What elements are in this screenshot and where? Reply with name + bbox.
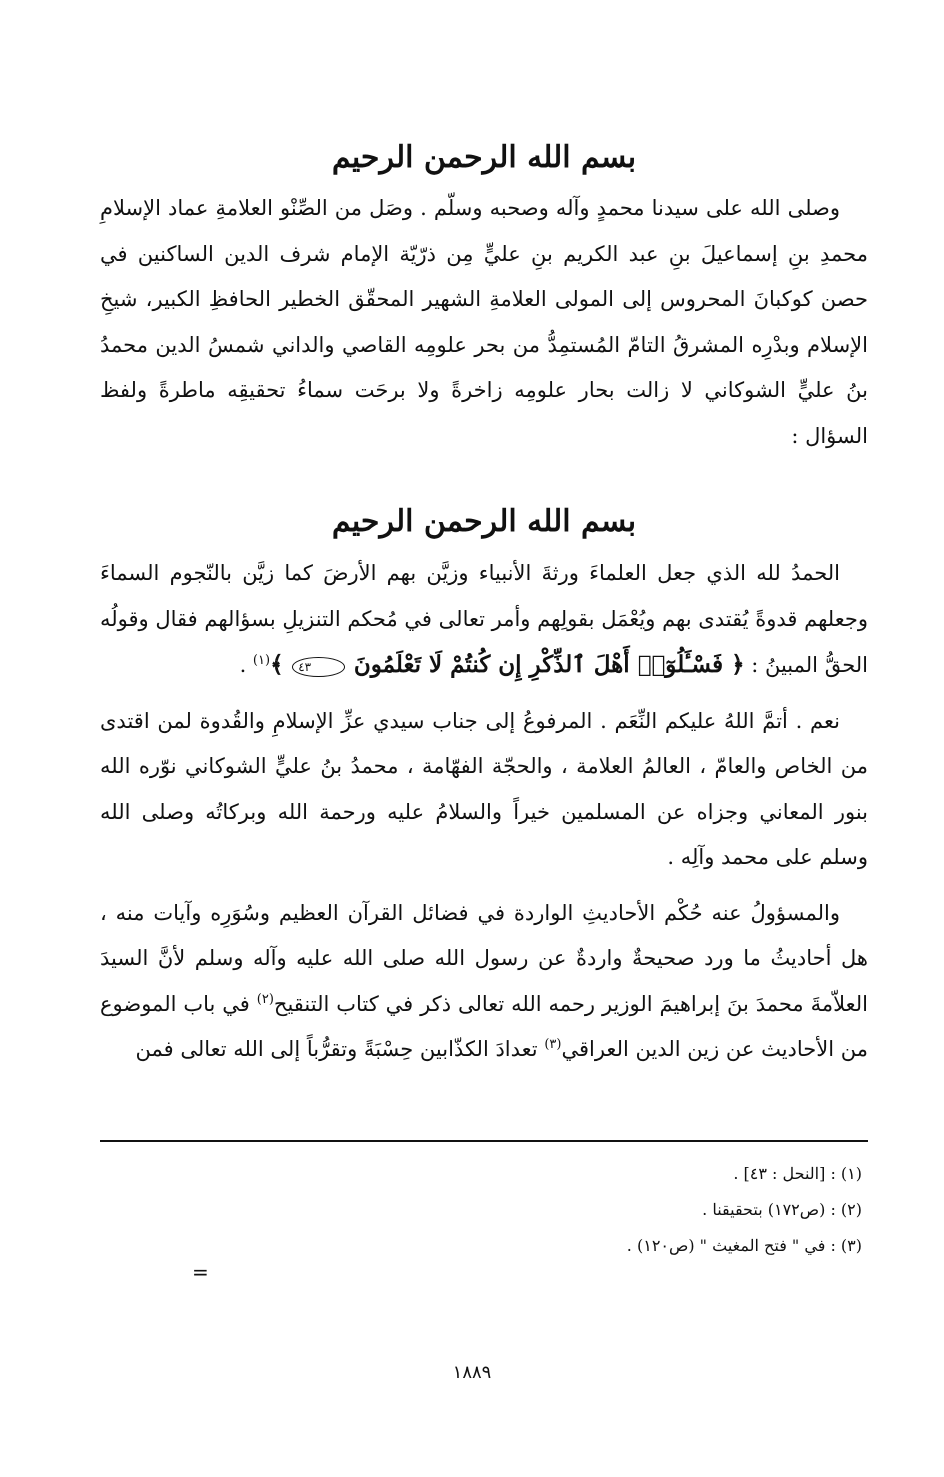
page-number: ١٨٨٩ <box>452 1362 492 1383</box>
footnote-1: (١) : [النحل : ٤٣] . <box>733 1164 862 1183</box>
footnote-ref-2: (٢) <box>256 991 274 1007</box>
question-p3-part-a: والمسؤولُ عنه حُكْم الأحاديثِ الواردة في فضائل القرآن العظيم وسُوَرِه وآيات منه ، هل أحاديثُ ما ورد صحيحةٌ واردةٌ عن رسول الله صلى الله عليه وآله وسلم لأنَّ السيدَ العلاّمةَ محمدَ بنَ إبراهيمَ الوزير رحمه الله تعالى ذكر في كتاب التنقيح <box>100 900 868 1016</box>
quran-close-bracket: ﴾ <box>270 651 284 678</box>
question-paragraph-2: نعم . أتمَّ اللهُ عليكم النِّعَم . المرفوعُ إلى جناب سيدي عزِّ الإسلامِ والقُدوة لمن اقتدى من الخاص والعامّ ، العالمُ العلامة ، والحجّة الفهّامة ، محمدُ بنُ عليٍّ الشوكاني نوّره الله بنور المعاني وجزاه عن المسلمين خيراً والسلامُ عليه ورحمة الله وبركاتُه وصلى الله وسلم على محمد وآلِه . <box>100 708 868 869</box>
question-p1-text: الحمدُ لله الذي جعل العلماءَ ورثةَ الأنبياء وزيَّن بهم الأرضَ كما زيَّن بالنّجوم السماءَ وجعلهم قدوةً يُقتدى بهم ويُعْمَل بقولِهم وأمر تعالى في مُحكم التنزيلِ بسؤالهم فقال وقولُه الحقُّ المبينُ : <box>100 561 868 677</box>
basmala-heading-top: بسم الله الرحمن الرحيم <box>331 140 637 175</box>
question-paragraph-1 <box>100 551 868 689</box>
footnote-separator-rule <box>100 1140 868 1142</box>
intro-paragraph-block <box>100 186 868 459</box>
footnote-3: (٣) : في " فتح المغيث " (ص١٢٠) . <box>626 1236 862 1255</box>
basmala-heading-question: بسم الله الرحمن الرحيم <box>331 504 637 539</box>
question-p3-part-c: تعدادَ الكذّابين حِسْبَةً وتقرُّباً إلى الله تعالى فمن <box>135 1037 545 1061</box>
footnote-ref-3: (٣) <box>544 1037 562 1052</box>
footnotes <box>100 1156 868 1264</box>
continuation-mark: = <box>192 1260 209 1284</box>
question-p3-part-b: في باب الموضوع من الأحاديث عن زين الدين العراقي <box>100 991 868 1061</box>
question-paragraph-3 <box>100 891 868 1073</box>
question-body <box>100 551 868 1073</box>
question-p1-end: . <box>239 653 253 677</box>
ayah-number-mark: ٤٣ <box>292 657 345 677</box>
quran-verse: ﴿ فَسْـَٔلُوٓا۟ أَهْلَ ٱلذِّكْرِ إِن كُنتُمْ لَا تَعْلَمُونَ <box>353 651 745 678</box>
intro-paragraph: وصلى الله على سيدنا محمدٍ وآله وصحبه وسلّم . وصَل من الصِّنْو العلامةِ عماد الإسلامِ محمدِ بنِ إسماعيلَ بنِ عبد الكريم بنِ عليٍّ مِن ذرّيّة الإمام شرف الدين الساكنين في حصن كوكبانَ المحروس إلى المولى العلامةِ الشهير المحقّق الخطير الحافظِ الكبير، شيخِ الإسلام وبدْرِه المشرقُ التامّ المُستمِدُّ من بحر علومِه القاصي والداني شمسُ الدين محمدُ بنُ عليٍّ الشوكاني لا زالت بحار علومِه زاخرةً ولا برحَت سماءُ تحقيقِه ماطرةً ولفظ السؤال : <box>100 196 868 448</box>
footnote-ref-1: (١) <box>252 653 271 668</box>
footnote-2: (٢) : (ص١٧٢) بتحقيقنا . <box>702 1200 862 1219</box>
